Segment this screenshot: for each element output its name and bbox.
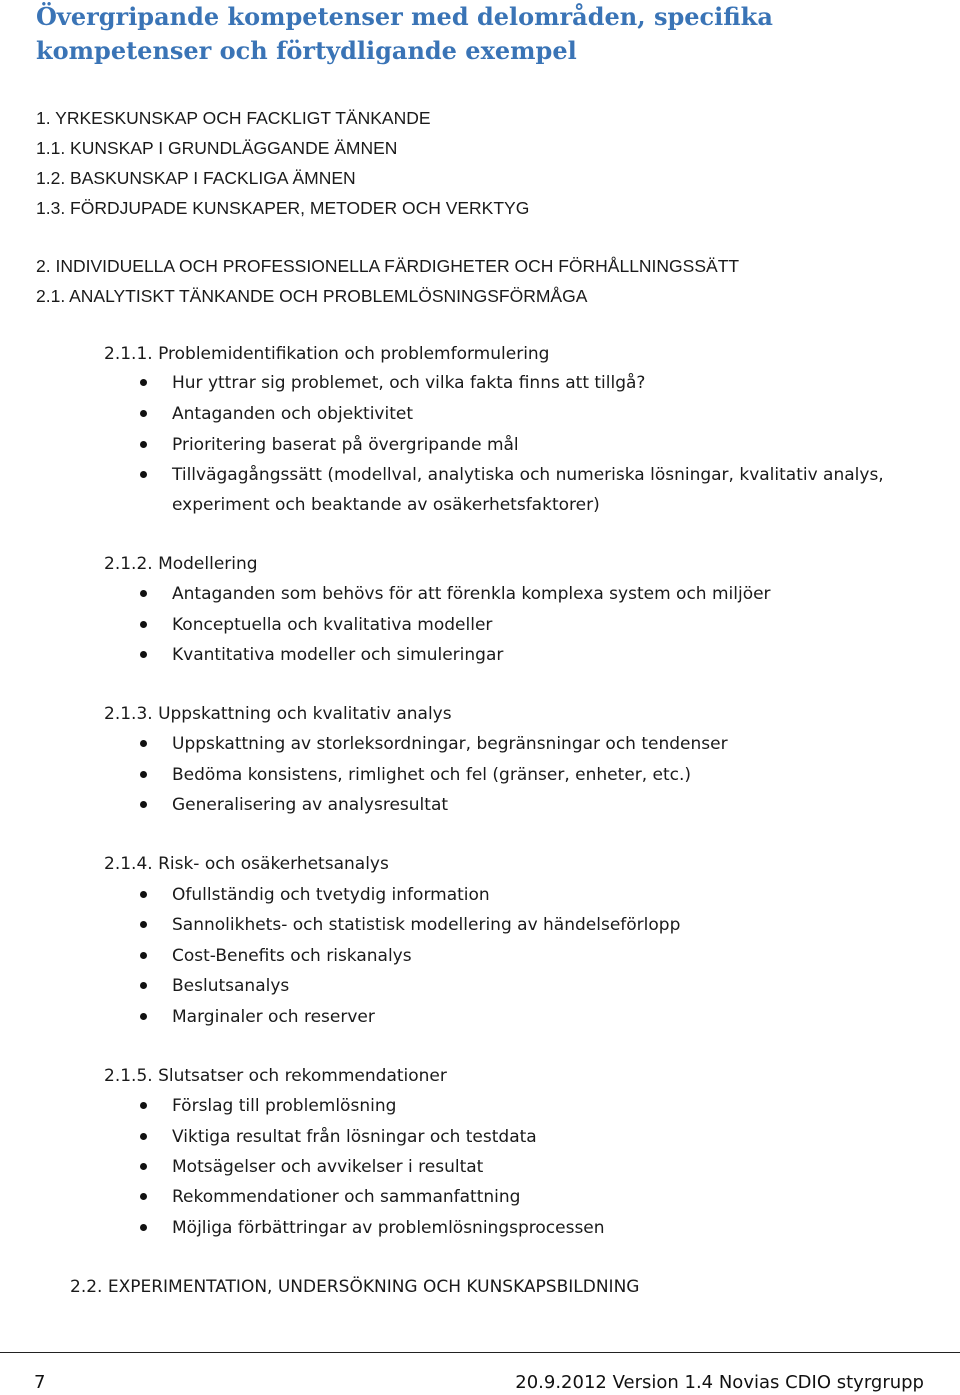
bullet-icon	[140, 952, 147, 959]
bullet-icon	[140, 1013, 147, 1020]
list-item: Viktiga resultat från lösningar och testdata	[140, 1122, 920, 1152]
bullet-icon	[140, 1133, 147, 1140]
footer-version: 20.9.2012 Version 1.4 Novias CDIO styrgrupp	[515, 1372, 924, 1393]
outline-item-2-2: 2.2. EXPERIMENTATION, UNDERSÖKNING OCH KUNSKAPSBILDNING	[70, 1277, 640, 1297]
list-item: Rekommendationer och sammanfattning	[140, 1182, 920, 1212]
list-item: Hur yttrar sig problemet, och vilka fakta finns att tillgå?	[140, 368, 920, 398]
list-item: Tillvägagångssätt (modellval, analytiska och numeriska lösningar, kvalitativ analys, experiment och beaktande av osäkerhetsfaktorer)	[140, 460, 920, 520]
bullet-icon	[140, 921, 147, 928]
list-item: Cost-Benefits och riskanalys	[140, 941, 920, 971]
list-item: Antaganden som behövs för att förenkla komplexa system och miljöer	[140, 579, 920, 609]
bullet-icon	[140, 621, 147, 628]
bullet-icon	[140, 740, 147, 747]
list-item: Antaganden och objektivitet	[140, 399, 920, 429]
list-item: Möjliga förbättringar av problemlösningsprocessen	[140, 1213, 920, 1243]
bullet-icon	[140, 1193, 147, 1200]
bullet-icon	[140, 801, 147, 808]
page-number: 7	[34, 1372, 46, 1393]
list-item: Ofullständig och tvetydig information	[140, 880, 920, 910]
section-heading: 2.1.4. Risk- och osäkerhetsanalys	[104, 854, 389, 874]
list-item: Motsägelser och avvikelser i resultat	[140, 1152, 920, 1182]
section-heading: 2.1.1. Problemidentifikation och problemformulering	[104, 344, 550, 364]
section-heading: 2.1.2. Modellering	[104, 554, 258, 574]
list-item: Sannolikhets- och statistisk modellering av händelseförlopp	[140, 910, 920, 940]
section-heading: 2.1.5. Slutsatser och rekommendationer	[104, 1066, 447, 1086]
section-heading: 2.1.3. Uppskattning och kvalitativ analys	[104, 704, 452, 724]
list-item: Generalisering av analysresultat	[140, 790, 920, 820]
bullet-icon	[140, 771, 147, 778]
list-item: Uppskattning av storleksordningar, begränsningar och tendenser	[140, 729, 920, 759]
page-title: Övergripande kompetenser med delområden, specifika kompetenser och förtydligande exempel	[36, 2, 773, 65]
outline-item-1: 1. YRKESKUNSKAP OCH FACKLIGT TÄNKANDE	[36, 108, 431, 128]
bullet-icon	[140, 1163, 147, 1170]
bullet-icon	[140, 471, 147, 478]
bullet-icon	[140, 651, 147, 658]
outline-item-1-2: 1.2. BASKUNSKAP I FACKLIGA ÄMNEN	[36, 168, 356, 188]
outline-item-1-1: 1.1. KUNSKAP I GRUNDLÄGGANDE ÄMNEN	[36, 138, 398, 158]
list-item: Prioritering baserat på övergripande mål	[140, 430, 920, 460]
outline-item-1-3: 1.3. FÖRDJUPADE KUNSKAPER, METODER OCH VERKTYG	[36, 198, 530, 218]
list-item: Bedöma konsistens, rimlighet och fel (gränser, enheter, etc.)	[140, 760, 920, 790]
list-item: Marginaler och reserver	[140, 1002, 920, 1032]
bullet-icon	[140, 379, 147, 386]
bullet-icon	[140, 891, 147, 898]
bullet-icon	[140, 1224, 147, 1231]
outline-item-2: 2. INDIVIDUELLA OCH PROFESSIONELLA FÄRDIGHETER OCH FÖRHÅLLNINGSSÄTT	[36, 256, 740, 276]
bullet-icon	[140, 590, 147, 597]
bullet-icon	[140, 441, 147, 448]
bullet-icon	[140, 410, 147, 417]
list-item: Konceptuella och kvalitativa modeller	[140, 610, 920, 640]
bullet-icon	[140, 982, 147, 989]
bullet-icon	[140, 1102, 147, 1109]
outline-item-2-1: 2.1. ANALYTISKT TÄNKANDE OCH PROBLEMLÖSNINGSFÖRMÅGA	[36, 286, 588, 306]
list-item: Kvantitativa modeller och simuleringar	[140, 640, 920, 670]
list-item: Beslutsanalys	[140, 971, 920, 1001]
footer-divider	[0, 1352, 960, 1353]
list-item: Förslag till problemlösning	[140, 1091, 920, 1121]
